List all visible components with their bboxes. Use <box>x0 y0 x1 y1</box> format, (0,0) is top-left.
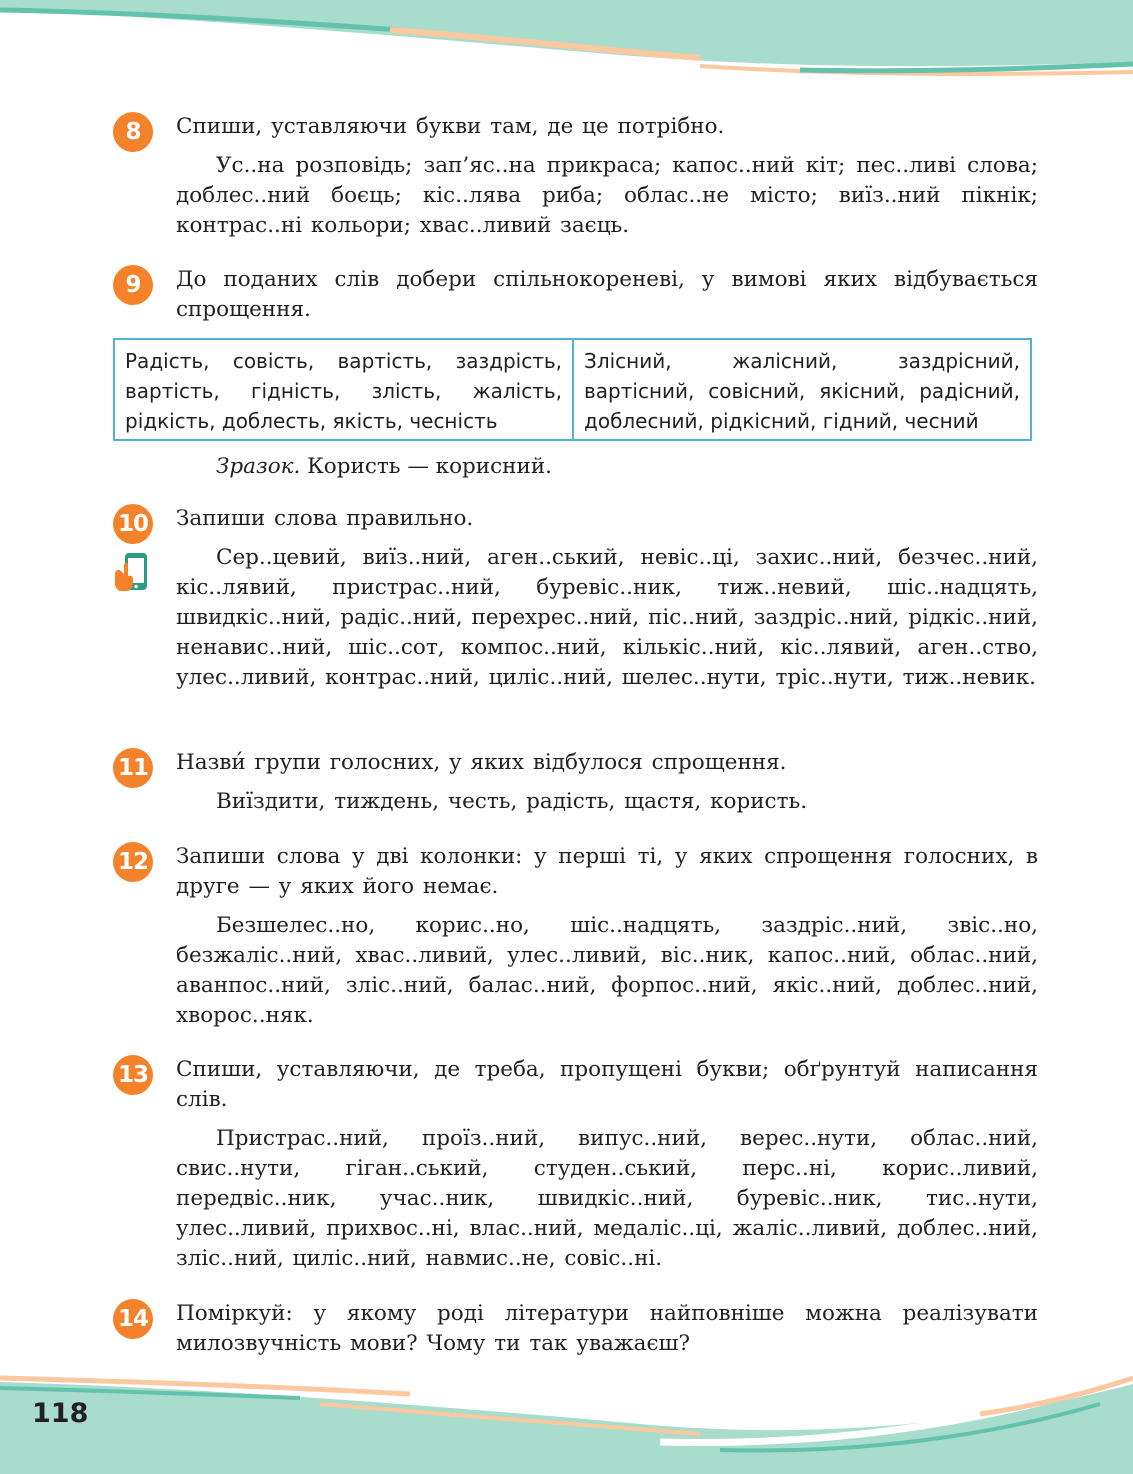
example-text: Користь — корисний. <box>300 454 552 479</box>
page-number: 118 <box>32 1398 89 1429</box>
exercise-task: Поміркуй: у якому роді літератури найповніше можна реалізувати милозвучність мови? Чому ти так уважаєш? <box>176 1301 1038 1356</box>
exercise-number-badge: 8 <box>113 112 153 152</box>
exercise-text: Сер..цевий, виїз..ний, аген..ський, невіс..ці, захис..ний, безчес..ний, кіс..лявий, пристрас..ний, буревіс..ник, тиж..невий, шіс..надцять, швидкіс..ний, радіс..ний, перехрес..ний, піс..ний, заздріс..ний, рідкіс..ний, ненавис..ний, шіс..сот, компос..ний, кількіс..ний, кіс..лявий, аген..ство, улес..ливий, контрас..ний, циліс..ний, шелес..нути, тріс..нути, тиж..невик. <box>176 545 1038 690</box>
exercise-14 <box>113 1299 1038 1359</box>
exercise-text: Ус..на розповідь; зап’яс..на прикраса; капос..ний кіт; пес..ливі слова; доблес..ний боєць; кіс..лява риба; облас..не місто; виїз..ний пікнік; контрас..ні кольори; хвас..ливий заєць. <box>176 153 1038 238</box>
exercise-9 <box>113 265 1038 325</box>
exercise-task: Запиши слова правильно. <box>176 506 474 531</box>
exercise-8 <box>113 112 1038 241</box>
example-line <box>216 452 552 482</box>
top-decorative-band <box>0 0 1133 90</box>
exercise-number-badge: 12 <box>113 842 153 882</box>
exercise-task: Спиши, уставляючи букви там, де це потрібно. <box>176 114 725 139</box>
exercise-number-badge: 9 <box>113 265 153 305</box>
exercise-task: Спиши, уставляючи, де треба, пропущені букви; обґрунтуй написання слів. <box>176 1057 1038 1112</box>
table-cell-nouns: Радість, совість, вартість, заздрість, вартість, гідність, злість, жалість, рідкість, доблесть, якість, чесність <box>115 340 574 439</box>
exercise-11 <box>113 748 1038 817</box>
exercise-text: Виїздити, тиждень, честь, радість, щастя, користь. <box>216 789 808 814</box>
word-table <box>113 338 1032 441</box>
exercise-12 <box>113 842 1038 1031</box>
exercise-text: Пристрас..ний, проїз..ний, випус..ний, верес..нути, облас..ний, свис..нути, гіган..ський, студен..ський, перс..ні, корис..ливий, передвіс..ник, учас..ник, швидкіс..ний, буревіс..ник, тис..нути, улес..ливий, прихвос..ні, влас..ний, медаліс..ці, жаліс..ливий, доблес..ний, зліс..ний, циліс..ний, навмис..не, совіс..ні. <box>176 1126 1038 1271</box>
exercise-number-badge: 11 <box>113 748 153 788</box>
phone-touch-icon <box>113 552 149 592</box>
exercise-text: Безшелес..но, корис..но, шіс..надцять, заздріс..ний, звіс..но, безжаліс..ний, хвас..ливий, улес..ливий, віс..ник, капос..ний, облас..ний, аванпос..ний, зліс..ний, балас..ний, форпос..ний, якіс..ний, доблес..ний, хворос..няк. <box>176 913 1038 1028</box>
exercise-number-badge: 10 <box>113 504 153 544</box>
exercise-task: Назви́ групи голосних, у яких відбулося спрощення. <box>176 750 787 775</box>
bottom-decorative-band <box>0 1364 1133 1474</box>
exercise-10 <box>113 504 1038 693</box>
exercise-number-badge: 13 <box>113 1055 153 1095</box>
exercise-task: Запиши слова у дві колонки: у перші ті, у яких спрощення голосних, в друге — у яких його немає. <box>176 844 1038 899</box>
exercise-13 <box>113 1055 1038 1274</box>
exercise-number-badge: 14 <box>113 1299 153 1339</box>
example-label: Зразок. <box>216 454 301 479</box>
table-cell-adjectives: Злісний, жалісний, заздрісний, вартісний, совісний, якісний, радісний, доблесний, рідкісний, гідний, чесний <box>584 349 1020 433</box>
exercise-task: До поданих слів добери спільнокореневі, у вимові яких відбувається спрощення. <box>176 267 1038 322</box>
